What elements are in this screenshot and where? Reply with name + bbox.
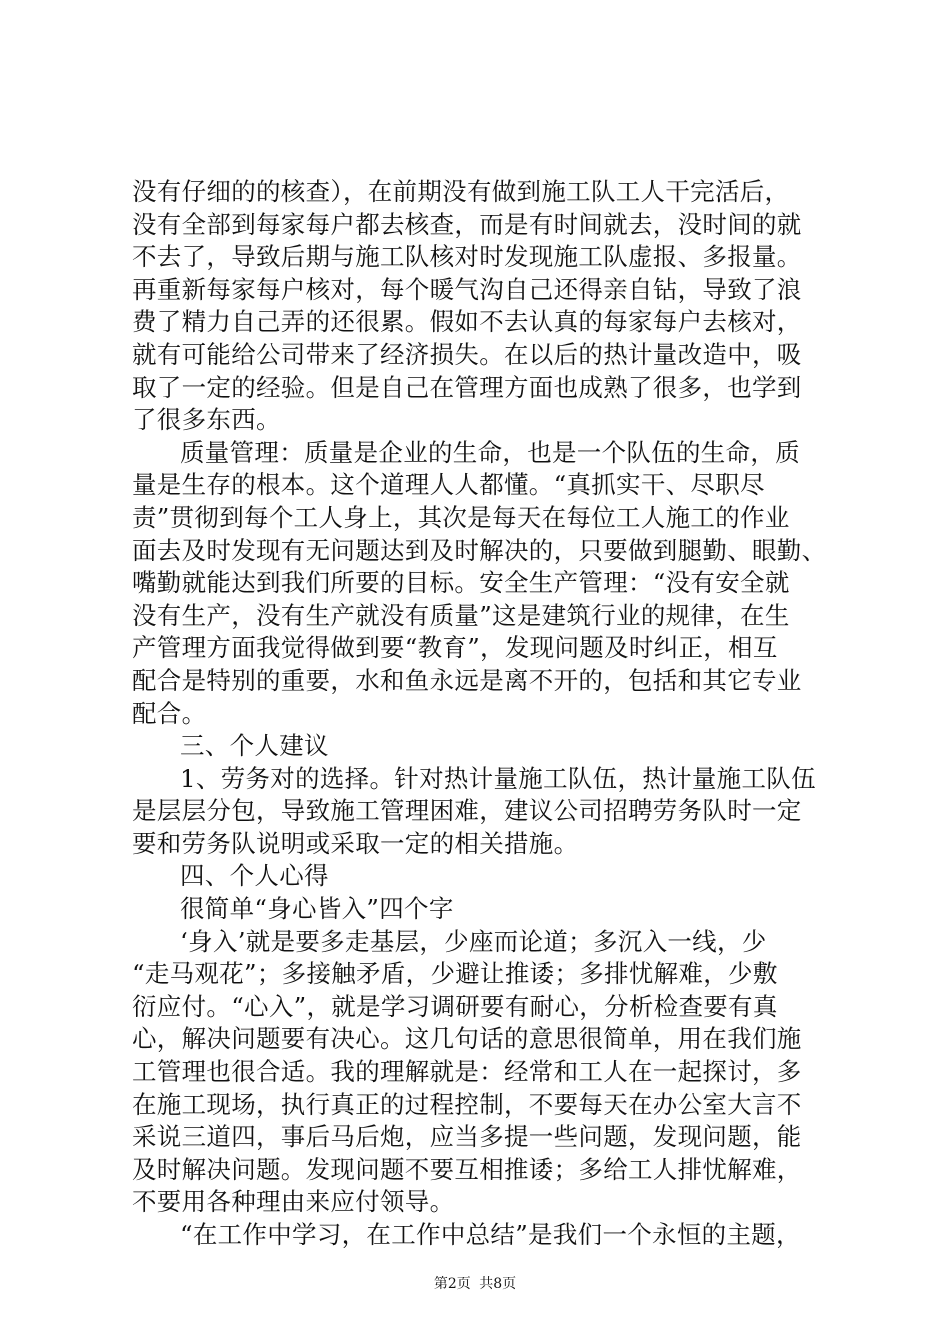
text-line: 衍应付。“心入”，就是学习调研要有耐心，分析检查要有真 xyxy=(132,991,778,1021)
text-line: 责”贯彻到每个工人身上，其次是每天在每位工人施工的作业 xyxy=(132,502,790,532)
text-line: ‘身入’就是要多走基层，少座而论道；多沉入一线，少 xyxy=(180,926,767,956)
text-line: 没有生产，没有生产就没有质量”这是建筑行业的规律，在生 xyxy=(132,600,790,630)
text-line: 工管理也很合适。我的理解就是：经常和工人在一起探讨，多 xyxy=(132,1057,802,1087)
text-line: 质量管理：质量是企业的生命，也是一个队伍的生命，质 xyxy=(180,437,800,467)
text-line: 取了一定的经验。但是自己在管理方面也成熟了很多，也学到 xyxy=(132,372,802,402)
text-line: 了很多东西。 xyxy=(132,405,281,435)
text-line: “在工作中学习，在工作中总结”是我们一个永恒的主题， xyxy=(180,1220,801,1249)
text-line: 费了精力自己弄的还很累。假如不去认真的每家每户去核对， xyxy=(132,307,802,337)
text-line: 及时解决问题。发现问题不要互相推诿；多给工人排忧解难， xyxy=(132,1154,802,1184)
text-line: 不去了，导致后期与施工队核对时发现施工队虚报、多报量。 xyxy=(132,242,802,272)
text-line: 采说三道四，事后马后炮，应当多提一些问题，发现问题，能 xyxy=(132,1122,802,1152)
text-line: 没有全部到每家每户都去核查，而是有时间就去，没时间的就 xyxy=(132,209,802,239)
text-line: 就有可能给公司带来了经济损失。在以后的热计量改造中，吸 xyxy=(132,339,802,369)
text-line: 量是生存的根本。这个道理人人都懂。“真抓实干、尽职尽 xyxy=(132,470,765,500)
text-line: 很简单“身心皆入”四个字 xyxy=(180,894,454,924)
page-number: 第2页 xyxy=(433,1276,471,1292)
text-line: 是层层分包，导致施工管理困难，建议公司招聘劳务队时一定 xyxy=(132,796,802,826)
text-line: “走马观花”；多接触矛盾，少避让推诿；多排忧解难，少敷 xyxy=(132,959,778,989)
text-line: 四、个人心得 xyxy=(180,861,329,891)
text-line: 心，解决问题要有决心。这几句话的意思很简单，用在我们施 xyxy=(132,1024,802,1054)
text-line: 1、劳务对的选择。针对热计量施工队伍，热计量施工队伍 xyxy=(180,763,816,793)
page-total: 共8页 xyxy=(479,1276,517,1292)
text-line: 配合。 xyxy=(132,698,207,728)
text-line: 要和劳务队说明或采取一定的相关措施。 xyxy=(132,828,579,858)
text-line: 再重新每家每户核对，每个暖气沟自己还得亲自钻，导致了浪 xyxy=(132,274,802,304)
text-line: 在施工现场，执行真正的过程控制，不要每天在办公室大言不 xyxy=(132,1089,802,1119)
text-line: 面去及时发现有无问题达到及时解决的，只要做到腿勤、眼勤、 xyxy=(132,535,827,565)
text-line: 产管理方面我觉得做到要“教育”，发现问题及时纠正，相互 xyxy=(132,633,778,663)
page-footer xyxy=(0,1273,950,1293)
text-line: 没有仔细的的核查），在前期没有做到施工队工人干完活后， xyxy=(132,177,790,206)
text-line: 不要用各种理由来应付领导。 xyxy=(132,1187,455,1217)
text-line: 嘴勤就能达到我们所要的目标。安全生产管理：“没有安全就 xyxy=(132,568,790,598)
document-body xyxy=(132,176,832,1252)
text-line: 配合是特别的重要，水和鱼永远是离不开的，包括和其它专业 xyxy=(132,665,802,695)
text-line: 三、个人建议 xyxy=(180,731,329,761)
